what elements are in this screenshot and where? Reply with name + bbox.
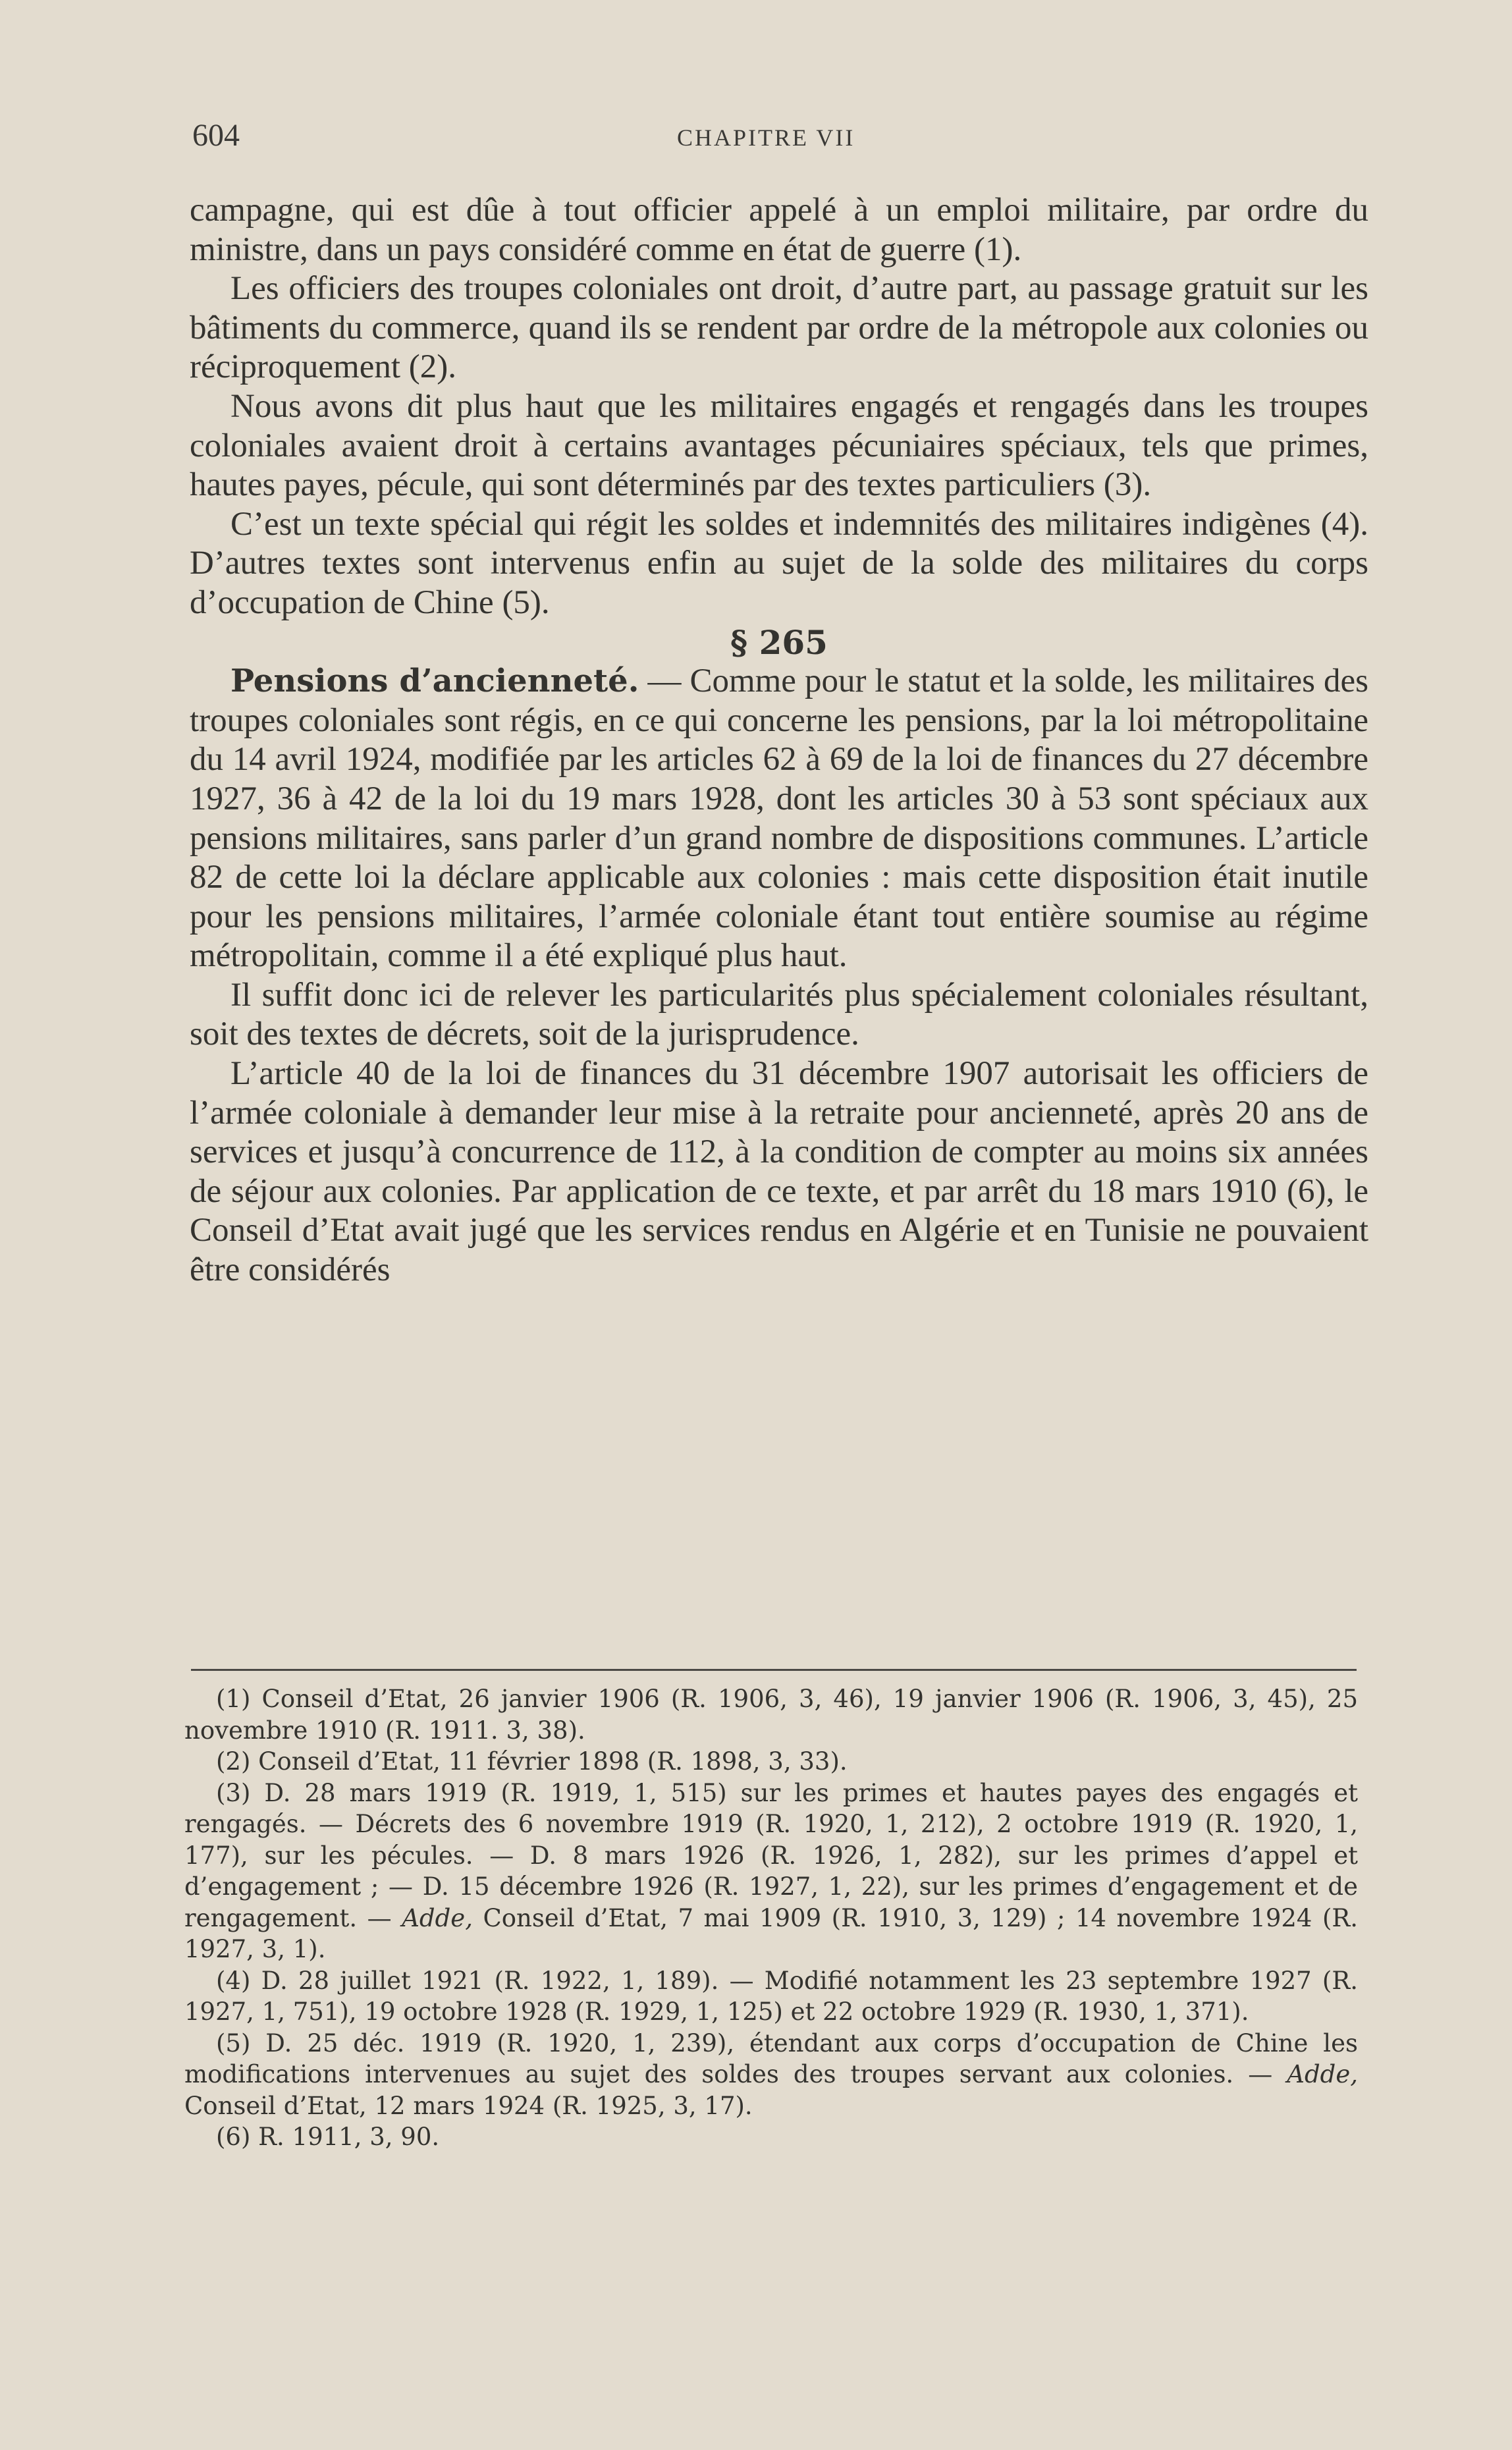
run-in-heading: Pensions d’ancienneté.	[230, 663, 639, 700]
footnote-text: Conseil d’Etat, 7 mai 1909 (R. 1910, 3, 129) ; 14 novembre 1924 (R. 1927, 3, 1).	[184, 1903, 1359, 1963]
footnotes	[184, 1683, 1358, 2153]
page-number: 604	[192, 118, 240, 153]
footnote-text: (3) D. 28 mars 1919 (R. 1919, 1, 515) sur les primes et hautes payes des engagés et rengagés. — Décrets des 6 novembre 1919 (R. 1920, 1, 212), 2 octobre 1919 (R. 1920, 1, 177), sur les pécules. — D. 8 mars 1926 (R. 1926, 1, 282), sur les primes d’appel et d’engagement ; — D. 15 décembre 1926 (R. 1927, 1, 22), sur les primes d’engagement et de rengagement. —	[184, 1778, 1358, 1932]
section-heading: § 265	[730, 622, 828, 662]
footnote: (2) Conseil d’Etat, 11 février 1898 (R. 1898, 3, 33).	[216, 1747, 848, 1776]
footnote	[184, 2028, 1358, 2122]
paragraph: Les officiers des troupes coloniales ont droit, d’autre part, au passage gratuit sur les bâtiments du commerce, quand ils se rendent par ordre de la métropole aux colonies ou réciproquement (2).	[190, 270, 1368, 386]
paragraph: Il suffit donc ici de relever les particularités plus spécialement coloniales résultant, soit des textes de décrets, soit de la jurisprudence.	[190, 976, 1368, 1053]
main-text	[190, 191, 1368, 1290]
page-header	[190, 117, 1375, 163]
footnote: (1) Conseil d’Etat, 26 janvier 1906 (R. 1906, 3, 46), 19 janvier 1906 (R. 1906, 3, 45), 25 novembre 1910 (R. 1911. 3, 38).	[184, 1685, 1358, 1745]
footnote-rule	[191, 1669, 1357, 1671]
footnote-text: Conseil d’Etat, 12 mars 1924 (R. 1925, 3, 17).	[184, 2091, 753, 2120]
paragraph: L’article 40 de la loi de finances du 31 décembre 1907 autorisait les officiers de l’armée coloniale à demander leur mise à la retraite pour ancienneté, après 20 ans de services et jusqu’à concurrence de 112, à la condition de compter au moins six années de séjour aux colonies. Par application de ce texte, et par arrêt du 18 mars 1910 (6), le Conseil d’Etat avait jugé que les services rendus en Algérie et en Tunisie ne pouvaient être considérés	[190, 1055, 1368, 1289]
paragraph: Nous avons dit plus haut que les militaires engagés et rengagés dans les troupes coloniales avaient droit à certains avantages pécuniaires spéciaux, tels que primes, hautes payes, pécule, qui sont déterminés par des textes particuliers (3).	[190, 387, 1368, 504]
footnote-italic: Adde,	[402, 1903, 473, 1932]
footnote: (6) R. 1911, 3, 90.	[216, 2123, 440, 2151]
paragraph-text: — Comme pour le statut et la solde, les militaires des troupes coloniales sont régis, en ce qui concerne les pensions, par la loi métropolitaine du 14 avril 1924, modifiée par les articles 62 à 69 de la loi de finances du 27 décembre 1927, 36 à 42 de la loi du 19 mars 1928, dont les articles 30 à 53 sont spéciaux aux pensions militaires, sans parler d’un grand nombre de dispositions communes. L’article 82 de cette loi la déclare applicable aux colonies : mais cette disposition était inutile pour les pensions militaires, l’armée coloniale étant tout entière soumise au régime métropolitain, comme il a été expliqué plus haut.	[190, 663, 1369, 975]
footnote-text: (5) D. 25 déc. 1919 (R. 1920, 1, 239), étendant aux corps d’occupation de Chine les modifications intervenues au sujet des soldes des troupes servant aux colonies. —	[184, 2028, 1358, 2088]
footnote	[184, 1778, 1358, 1965]
paragraph: C’est un texte spécial qui régit les soldes et indemnités des militaires indigènes (4). D’autres textes sont intervenus enfin au sujet de la solde des militaires du corps d’occupation de Chine (5).	[190, 505, 1368, 621]
paragraph	[190, 662, 1368, 976]
paragraph: campagne, qui est dûe à tout officier appelé à un emploi militaire, par ordre du ministre, dans un pays considéré comme en état de guerre (1).	[190, 192, 1368, 268]
footnote: (4) D. 28 juillet 1921 (R. 1922, 1, 189). — Modifié notamment les 23 septembre 1927 (R. 1927, 1, 751), 19 octobre 1928 (R. 1929, 1, 125) et 22 octobre 1929 (R. 1930, 1, 371).	[184, 1966, 1358, 2026]
running-title: CHAPITRE VII	[677, 124, 855, 151]
footnote-italic: Adde,	[1287, 2060, 1358, 2088]
